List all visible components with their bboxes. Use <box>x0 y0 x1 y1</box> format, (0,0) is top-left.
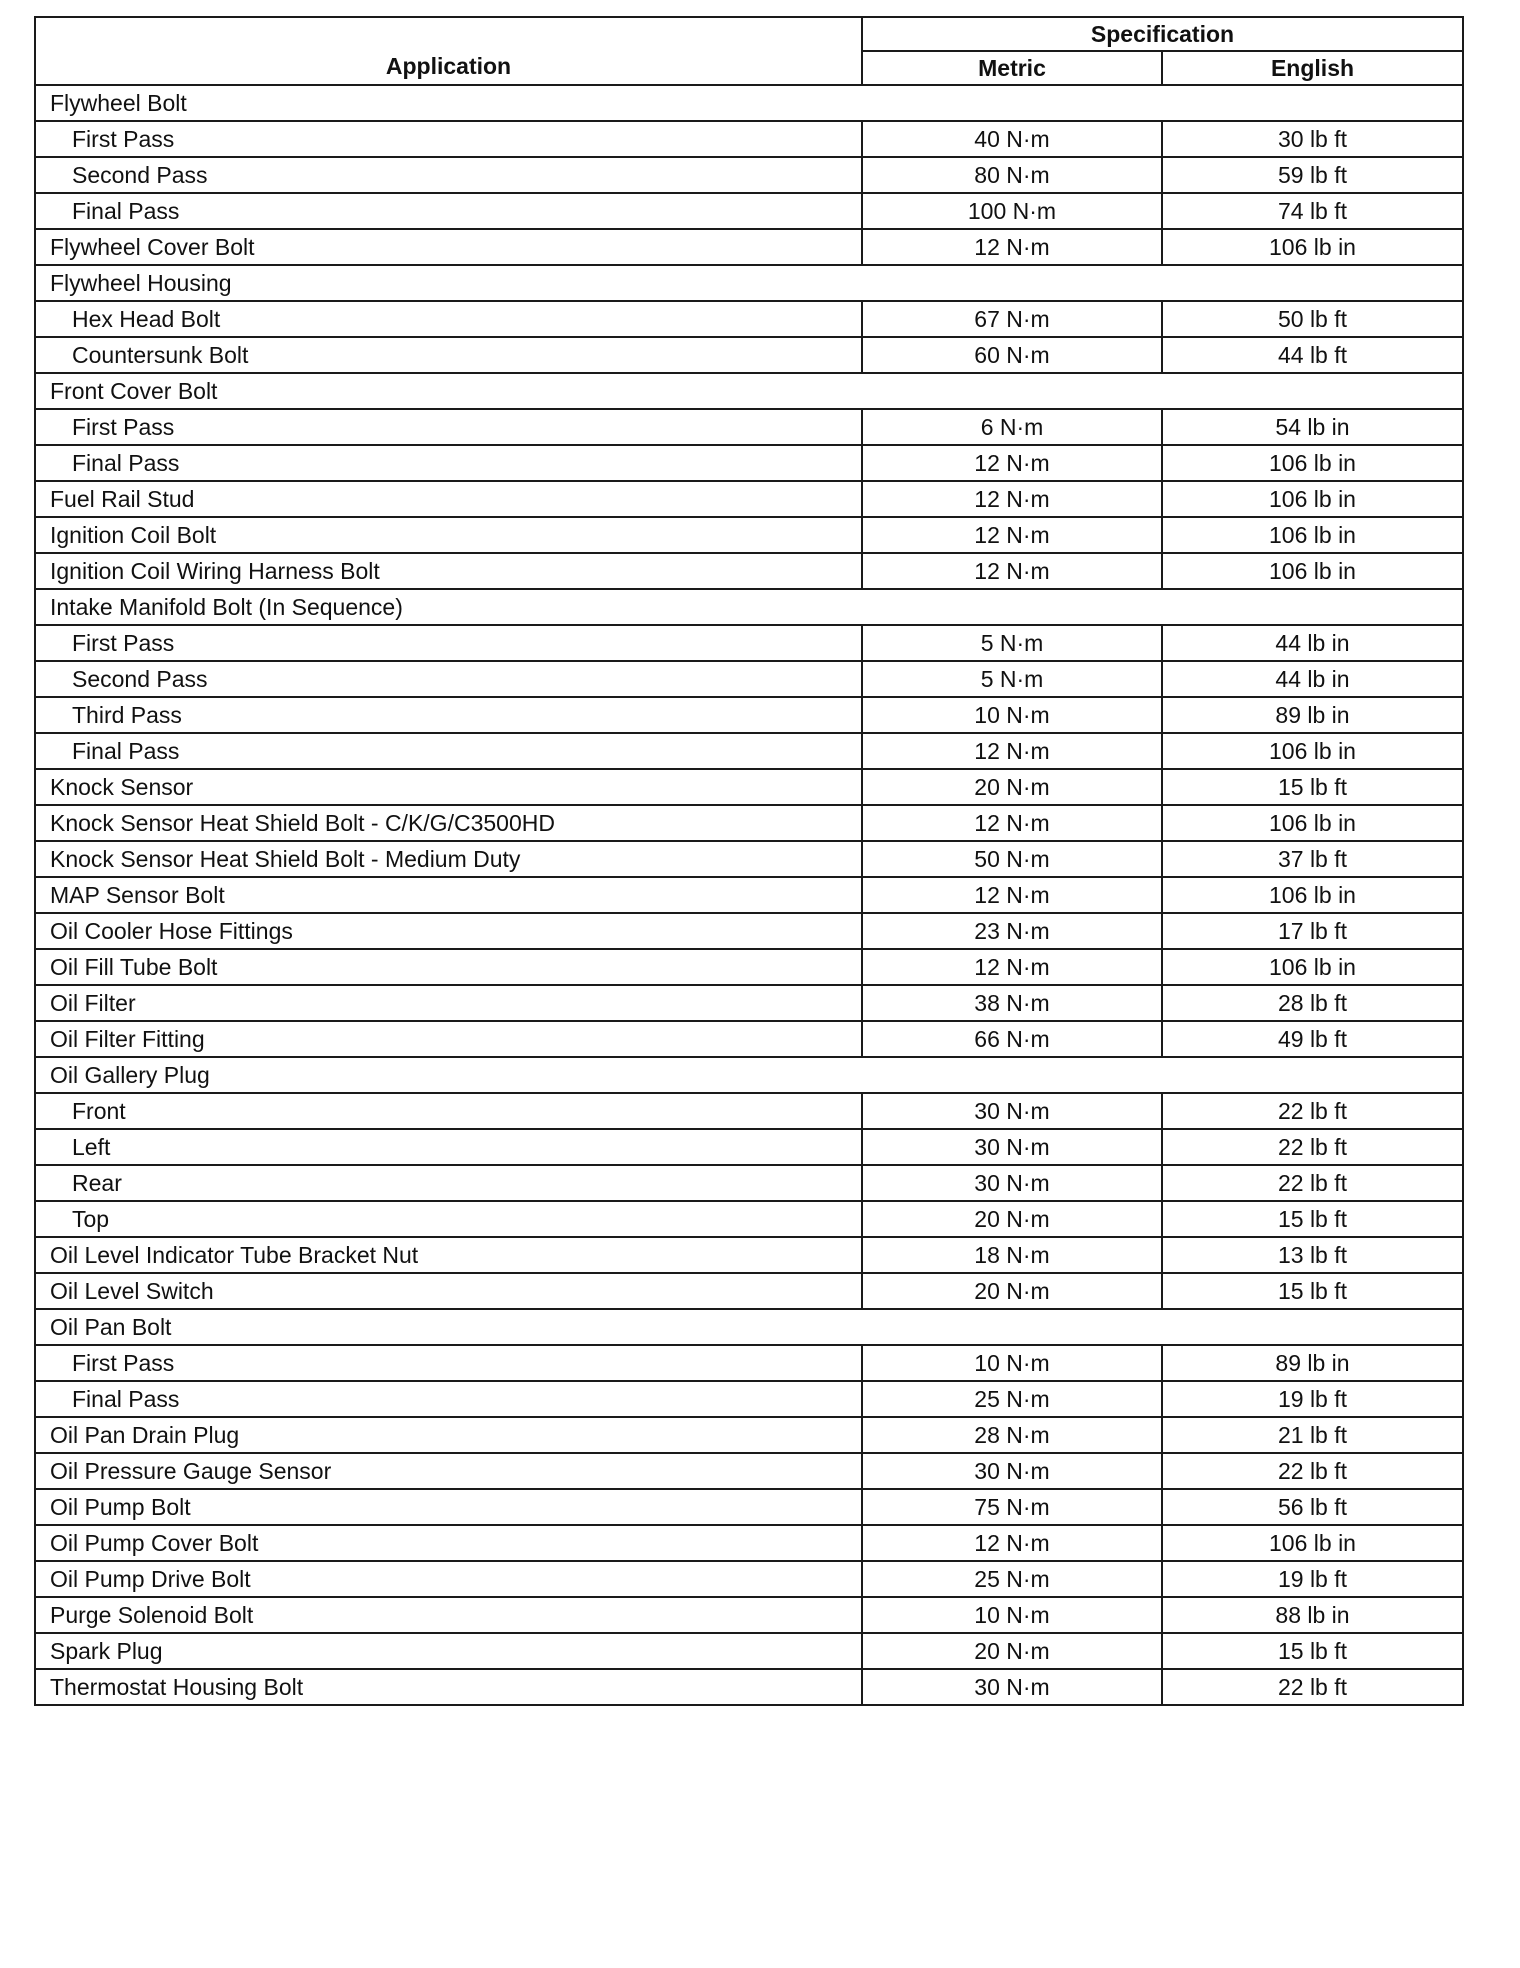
application-cell: Fuel Rail Stud <box>35 481 862 517</box>
header-english: English <box>1162 51 1463 85</box>
table-row <box>35 1597 1463 1633</box>
table-row <box>35 1561 1463 1597</box>
application-cell: Oil Gallery Plug <box>35 1057 1463 1093</box>
application-cell: Oil Pump Cover Bolt <box>35 1525 862 1561</box>
english-cell: 106 lb in <box>1162 517 1463 553</box>
table-row <box>35 337 1463 373</box>
metric-cell: 12 N·m <box>862 949 1162 985</box>
english-cell: 106 lb in <box>1162 805 1463 841</box>
application-cell: First Pass <box>35 121 862 157</box>
metric-cell: 66 N·m <box>862 1021 1162 1057</box>
application-cell: Knock Sensor <box>35 769 862 805</box>
metric-cell: 30 N·m <box>862 1453 1162 1489</box>
table-row <box>35 481 1463 517</box>
table-row <box>35 805 1463 841</box>
application-cell: First Pass <box>35 409 862 445</box>
application-cell: Top <box>35 1201 862 1237</box>
english-cell: 106 lb in <box>1162 733 1463 769</box>
group-row <box>35 265 1463 301</box>
application-cell: First Pass <box>35 625 862 661</box>
table-row <box>35 1669 1463 1705</box>
table-row <box>35 1381 1463 1417</box>
group-row <box>35 85 1463 121</box>
group-row <box>35 373 1463 409</box>
application-cell: Left <box>35 1129 862 1165</box>
header-specification: Specification <box>862 17 1463 51</box>
metric-cell: 5 N·m <box>862 625 1162 661</box>
metric-cell: 12 N·m <box>862 229 1162 265</box>
application-cell: Front <box>35 1093 862 1129</box>
metric-cell: 67 N·m <box>862 301 1162 337</box>
english-cell: 19 lb ft <box>1162 1561 1463 1597</box>
application-cell: Oil Cooler Hose Fittings <box>35 913 862 949</box>
english-cell: 44 lb in <box>1162 625 1463 661</box>
metric-cell: 25 N·m <box>862 1381 1162 1417</box>
application-cell: Final Pass <box>35 193 862 229</box>
application-cell: Final Pass <box>35 1381 862 1417</box>
table-row <box>35 121 1463 157</box>
table-row <box>35 229 1463 265</box>
english-cell: 106 lb in <box>1162 445 1463 481</box>
metric-cell: 18 N·m <box>862 1237 1162 1273</box>
english-cell: 106 lb in <box>1162 229 1463 265</box>
application-cell: Second Pass <box>35 157 862 193</box>
table-row <box>35 193 1463 229</box>
table-row <box>35 409 1463 445</box>
header-application: Application <box>35 17 862 85</box>
table-row <box>35 1165 1463 1201</box>
header-metric: Metric <box>862 51 1162 85</box>
application-cell: Third Pass <box>35 697 862 733</box>
english-cell: 22 lb ft <box>1162 1129 1463 1165</box>
metric-cell: 12 N·m <box>862 481 1162 517</box>
english-cell: 106 lb in <box>1162 1525 1463 1561</box>
metric-cell: 20 N·m <box>862 1633 1162 1669</box>
metric-cell: 30 N·m <box>862 1165 1162 1201</box>
english-cell: 106 lb in <box>1162 949 1463 985</box>
metric-cell: 10 N·m <box>862 1597 1162 1633</box>
english-cell: 13 lb ft <box>1162 1237 1463 1273</box>
english-cell: 50 lb ft <box>1162 301 1463 337</box>
english-cell: 88 lb in <box>1162 1597 1463 1633</box>
english-cell: 22 lb ft <box>1162 1093 1463 1129</box>
english-cell: 106 lb in <box>1162 553 1463 589</box>
table-row <box>35 697 1463 733</box>
table-row <box>35 1525 1463 1561</box>
application-cell: Oil Pan Bolt <box>35 1309 1463 1345</box>
table-row <box>35 913 1463 949</box>
metric-cell: 12 N·m <box>862 877 1162 913</box>
table-row <box>35 1633 1463 1669</box>
table-row <box>35 301 1463 337</box>
english-cell: 56 lb ft <box>1162 1489 1463 1525</box>
application-cell: Purge Solenoid Bolt <box>35 1597 862 1633</box>
metric-cell: 23 N·m <box>862 913 1162 949</box>
application-cell: First Pass <box>35 1345 862 1381</box>
application-cell: Flywheel Cover Bolt <box>35 229 862 265</box>
table-body <box>35 85 1463 1705</box>
application-cell: Oil Filter <box>35 985 862 1021</box>
english-cell: 44 lb in <box>1162 661 1463 697</box>
english-cell: 37 lb ft <box>1162 841 1463 877</box>
metric-cell: 28 N·m <box>862 1417 1162 1453</box>
table-row <box>35 985 1463 1021</box>
application-cell: Oil Pump Drive Bolt <box>35 1561 862 1597</box>
application-cell: Oil Pressure Gauge Sensor <box>35 1453 862 1489</box>
english-cell: 74 lb ft <box>1162 193 1463 229</box>
table-row <box>35 1417 1463 1453</box>
table-row <box>35 1489 1463 1525</box>
metric-cell: 38 N·m <box>862 985 1162 1021</box>
metric-cell: 10 N·m <box>862 697 1162 733</box>
english-cell: 15 lb ft <box>1162 769 1463 805</box>
metric-cell: 30 N·m <box>862 1093 1162 1129</box>
application-cell: Final Pass <box>35 733 862 769</box>
group-row <box>35 1057 1463 1093</box>
english-cell: 21 lb ft <box>1162 1417 1463 1453</box>
table-row <box>35 877 1463 913</box>
english-cell: 15 lb ft <box>1162 1273 1463 1309</box>
english-cell: 49 lb ft <box>1162 1021 1463 1057</box>
metric-cell: 100 N·m <box>862 193 1162 229</box>
metric-cell: 75 N·m <box>862 1489 1162 1525</box>
table-row <box>35 1273 1463 1309</box>
metric-cell: 20 N·m <box>862 1273 1162 1309</box>
english-cell: 15 lb ft <box>1162 1633 1463 1669</box>
table-row <box>35 733 1463 769</box>
table-row <box>35 661 1463 697</box>
table-row <box>35 949 1463 985</box>
table-row <box>35 553 1463 589</box>
english-cell: 17 lb ft <box>1162 913 1463 949</box>
application-cell: Front Cover Bolt <box>35 373 1463 409</box>
table-row <box>35 769 1463 805</box>
english-cell: 28 lb ft <box>1162 985 1463 1021</box>
english-cell: 106 lb in <box>1162 481 1463 517</box>
application-cell: Flywheel Bolt <box>35 85 1463 121</box>
english-cell: 22 lb ft <box>1162 1669 1463 1705</box>
application-cell: Thermostat Housing Bolt <box>35 1669 862 1705</box>
table-row <box>35 445 1463 481</box>
metric-cell: 10 N·m <box>862 1345 1162 1381</box>
table-row <box>35 1237 1463 1273</box>
metric-cell: 12 N·m <box>862 445 1162 481</box>
metric-cell: 40 N·m <box>862 121 1162 157</box>
metric-cell: 25 N·m <box>862 1561 1162 1597</box>
application-cell: Oil Filter Fitting <box>35 1021 862 1057</box>
english-cell: 44 lb ft <box>1162 337 1463 373</box>
english-cell: 22 lb ft <box>1162 1453 1463 1489</box>
application-cell: Final Pass <box>35 445 862 481</box>
metric-cell: 30 N·m <box>862 1129 1162 1165</box>
table-row <box>35 1021 1463 1057</box>
application-cell: Oil Fill Tube Bolt <box>35 949 862 985</box>
table-row <box>35 157 1463 193</box>
application-cell: Oil Level Indicator Tube Bracket Nut <box>35 1237 862 1273</box>
metric-cell: 12 N·m <box>862 805 1162 841</box>
application-cell: Oil Level Switch <box>35 1273 862 1309</box>
application-cell: Intake Manifold Bolt (In Sequence) <box>35 589 1463 625</box>
application-cell: Ignition Coil Wiring Harness Bolt <box>35 553 862 589</box>
group-row <box>35 589 1463 625</box>
table-row <box>35 517 1463 553</box>
application-cell: Hex Head Bolt <box>35 301 862 337</box>
table-row <box>35 1345 1463 1381</box>
metric-cell: 80 N·m <box>862 157 1162 193</box>
table-row <box>35 1453 1463 1489</box>
english-cell: 30 lb ft <box>1162 121 1463 157</box>
english-cell: 19 lb ft <box>1162 1381 1463 1417</box>
english-cell: 22 lb ft <box>1162 1165 1463 1201</box>
table-row <box>35 1129 1463 1165</box>
application-cell: Second Pass <box>35 661 862 697</box>
application-cell: Knock Sensor Heat Shield Bolt - C/K/G/C3500HD <box>35 805 862 841</box>
english-cell: 59 lb ft <box>1162 157 1463 193</box>
torque-spec-table <box>34 16 1464 1706</box>
metric-cell: 12 N·m <box>862 553 1162 589</box>
table-row <box>35 841 1463 877</box>
table-row <box>35 1093 1463 1129</box>
group-row <box>35 1309 1463 1345</box>
table-row <box>35 625 1463 661</box>
table-row <box>35 1201 1463 1237</box>
application-cell: Spark Plug <box>35 1633 862 1669</box>
english-cell: 106 lb in <box>1162 877 1463 913</box>
english-cell: 15 lb ft <box>1162 1201 1463 1237</box>
application-cell: Flywheel Housing <box>35 265 1463 301</box>
table-header <box>35 17 1463 85</box>
metric-cell: 20 N·m <box>862 1201 1162 1237</box>
metric-cell: 12 N·m <box>862 733 1162 769</box>
metric-cell: 12 N·m <box>862 517 1162 553</box>
metric-cell: 12 N·m <box>862 1525 1162 1561</box>
application-cell: Oil Pan Drain Plug <box>35 1417 862 1453</box>
english-cell: 89 lb in <box>1162 697 1463 733</box>
application-cell: Rear <box>35 1165 862 1201</box>
english-cell: 54 lb in <box>1162 409 1463 445</box>
application-cell: Knock Sensor Heat Shield Bolt - Medium Duty <box>35 841 862 877</box>
metric-cell: 60 N·m <box>862 337 1162 373</box>
application-cell: Ignition Coil Bolt <box>35 517 862 553</box>
metric-cell: 20 N·m <box>862 769 1162 805</box>
metric-cell: 5 N·m <box>862 661 1162 697</box>
application-cell: MAP Sensor Bolt <box>35 877 862 913</box>
metric-cell: 30 N·m <box>862 1669 1162 1705</box>
metric-cell: 50 N·m <box>862 841 1162 877</box>
english-cell: 89 lb in <box>1162 1345 1463 1381</box>
application-cell: Countersunk Bolt <box>35 337 862 373</box>
metric-cell: 6 N·m <box>862 409 1162 445</box>
application-cell: Oil Pump Bolt <box>35 1489 862 1525</box>
